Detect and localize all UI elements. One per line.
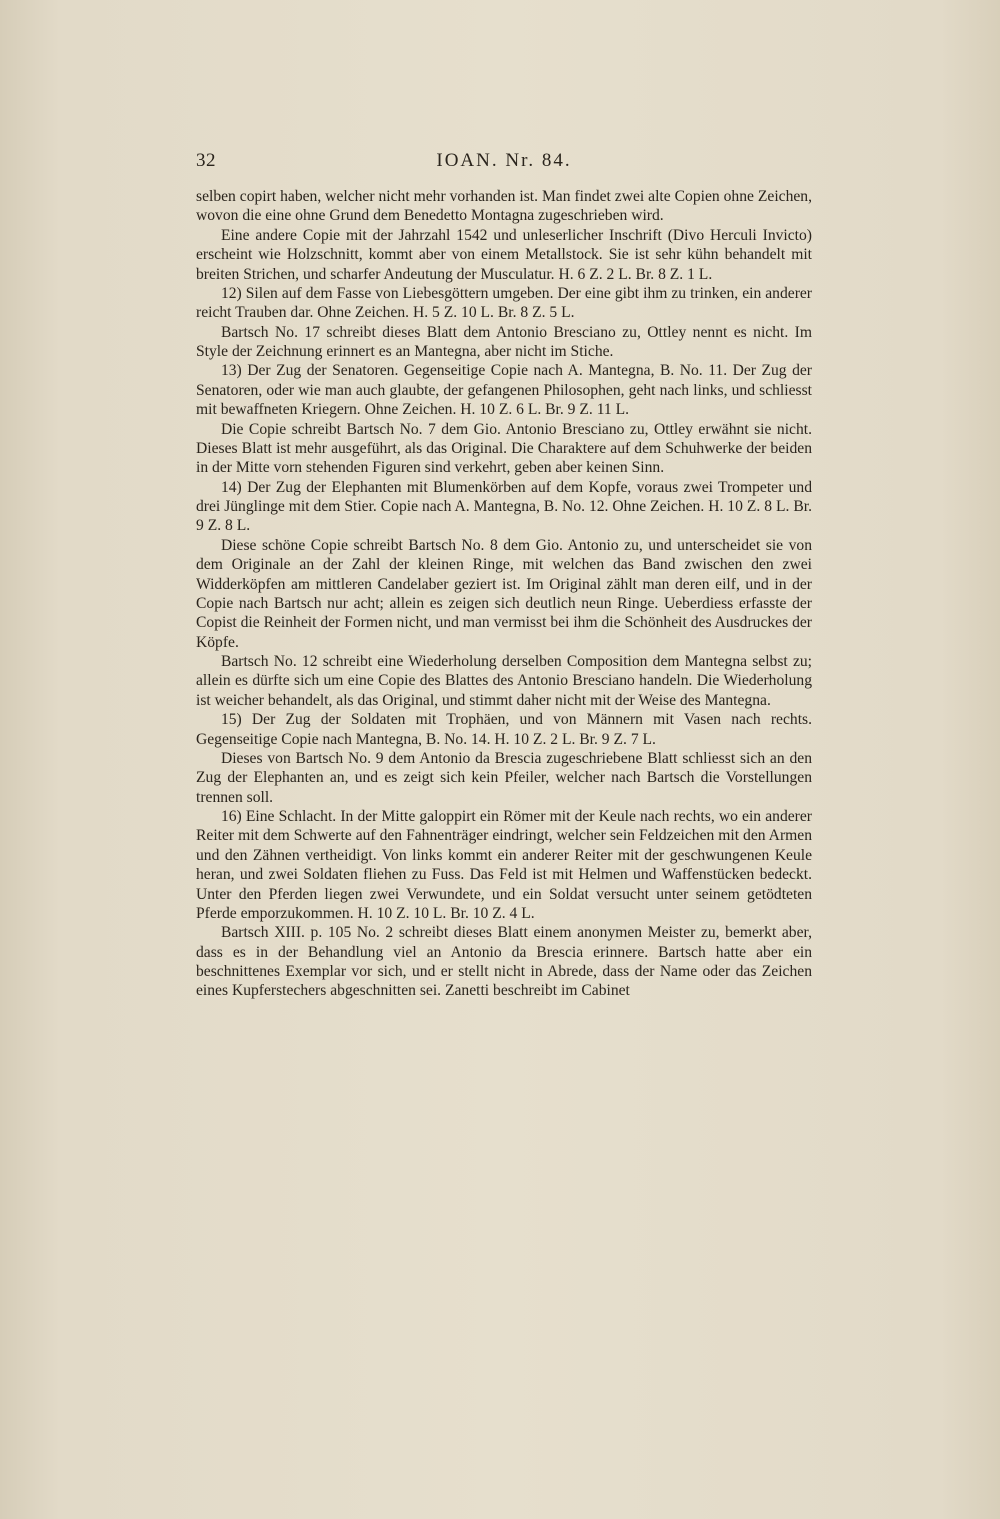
paragraph: selben copirt haben, welcher nicht mehr vorhanden ist. Man findet zwei alte Copien ohne Zeichen, wovon die eine ohne Grund dem Benedetto Montagna zugeschrieben wird. [196,188,812,225]
paragraph: Bartsch No. 17 schreibt dieses Blatt dem Antonio Bresciano zu, Ottley nennt es nicht. Im Style der Zeichnung erinnert es an Mantegna, aber nicht im Stiche. [196,323,812,360]
page-header [196,150,812,176]
paragraph: Diese schöne Copie schreibt Bartsch No. 8 dem Gio. Antonio zu, und unterscheidet sie von dem Originale an der Zahl der kleinen Ringe, mit welchen das Band zwischen den zwei Widderköpfen am mittleren Candelaber geziert ist. Im Original zählt man deren eilf, und in der Copie nach Bartsch nur acht; allein es zeigen sich deutlich neun Ringe. Ueberdiess erfasste der Copist die Reinheit der Formen nicht, und man vermisst bei ihm die Schönheit des Ausdruckes der Köpfe. [196,536,812,651]
running-title: IOAN. Nr. 84. [436,150,572,171]
paragraph: 13) Der Zug der Senatoren. Gegenseitige Copie nach A. Mantegna, B. No. 11. Der Zug der Senatoren, oder wie man auch glaubte, der gefangenen Philosophen, geht nach links, und schliesst mit bewaffneten Kriegern. Ohne Zeichen. H. 10 Z. 6 L. Br. 9 Z. 11 L. [196,362,812,419]
paragraph: Dieses von Bartsch No. 9 dem Antonio da Brescia zugeschriebene Blatt schliesst sich an den Zug der Elephanten an, und es zeigt sich kein Pfeiler, welcher nach Bartsch die Vorstellungen trennen soll. [196,749,812,806]
paragraph: Eine andere Copie mit der Jahrzahl 1542 und unleserlicher Inschrift (Divo Herculi Invicto) erscheint wie Holzschnitt, kommt aber von einem Metallstock. Sie ist sehr kühn behandelt mit breiten Strichen, und scharfer Andeutung der Musculatur. H. 6 Z. 2 L. Br. 8 Z. 1 L. [196,226,812,283]
paragraph: 14) Der Zug der Elephanten mit Blumenkörben auf dem Kopfe, voraus zwei Trompeter und drei Jünglinge mit dem Stier. Copie nach A. Mantegna, B. No. 12. Ohne Zeichen. H. 10 Z. 8 L. Br. 9 Z. 8 L. [196,478,812,535]
paragraph: 15) Der Zug der Soldaten mit Trophäen, und von Männern mit Vasen nach rechts. Gegenseitige Copie nach Mantegna, B. No. 14. H. 10 Z. 2 L. Br. 9 Z. 7 L. [196,711,812,748]
page-number: 32 [196,150,216,171]
paragraph: Bartsch XIII. p. 105 No. 2 schreibt dieses Blatt einem anonymen Meister zu, bemerkt aber, dass es in der Behandlung viel an Antonio da Brescia erinnere. Bartsch hatte aber ein beschnittenes Exemplar vor sich, und er stellt nicht in Abrede, dass der Name oder das Zeichen eines Kupferstechers abgeschnitten sei. Zanetti beschreibt im Cabinet [196,924,812,1000]
paragraph: Die Copie schreibt Bartsch No. 7 dem Gio. Antonio Bresciano zu, Ottley erwähnt sie nicht. Dieses Blatt ist mehr ausgeführt, als das Original. Die Charaktere auf dem Schuhwerke der beiden in der Mitte vorn stehenden Figuren sind verkehrt, geben aber keinen Sinn. [196,420,812,477]
body-text [196,187,812,1001]
paragraph: 16) Eine Schlacht. In der Mitte galoppirt ein Römer mit der Keule nach rechts, wo ein anderer Reiter mit dem Schwerte auf den Fahnenträger eindringt, welcher sein Feldzeichen mit den Armen und den Zähnen vertheidigt. Von links kommt ein anderer Reiter mit der geschwungenen Keule heran, und zwei Soldaten fliehen zu Fuss. Das Feld ist mit Helmen und Waffenstücken bedeckt. Unter den Pferden liegen zwei Verwundete, und ein Soldat versucht unter seinem getödteten Pferde emporzukommen. H. 10 Z. 10 L. Br. 10 Z. 4 L. [196,808,812,922]
paragraph: 12) Silen auf dem Fasse von Liebesgöttern umgeben. Der eine gibt ihm zu trinken, ein anderer reicht Trauben dar. Ohne Zeichen. H. 5 Z. 10 L. Br. 8 Z. 5 L. [196,284,812,322]
paragraph: Bartsch No. 12 schreibt eine Wiederholung derselben Composition dem Mantegna selbst zu; allein es dürfte sich um eine Copie des Blattes des Antonio Bresciano handeln. Die Wiederholung ist weicher behandelt, als das Original, und stimmt daher nicht mit der Weise des Mantegna. [196,653,812,709]
